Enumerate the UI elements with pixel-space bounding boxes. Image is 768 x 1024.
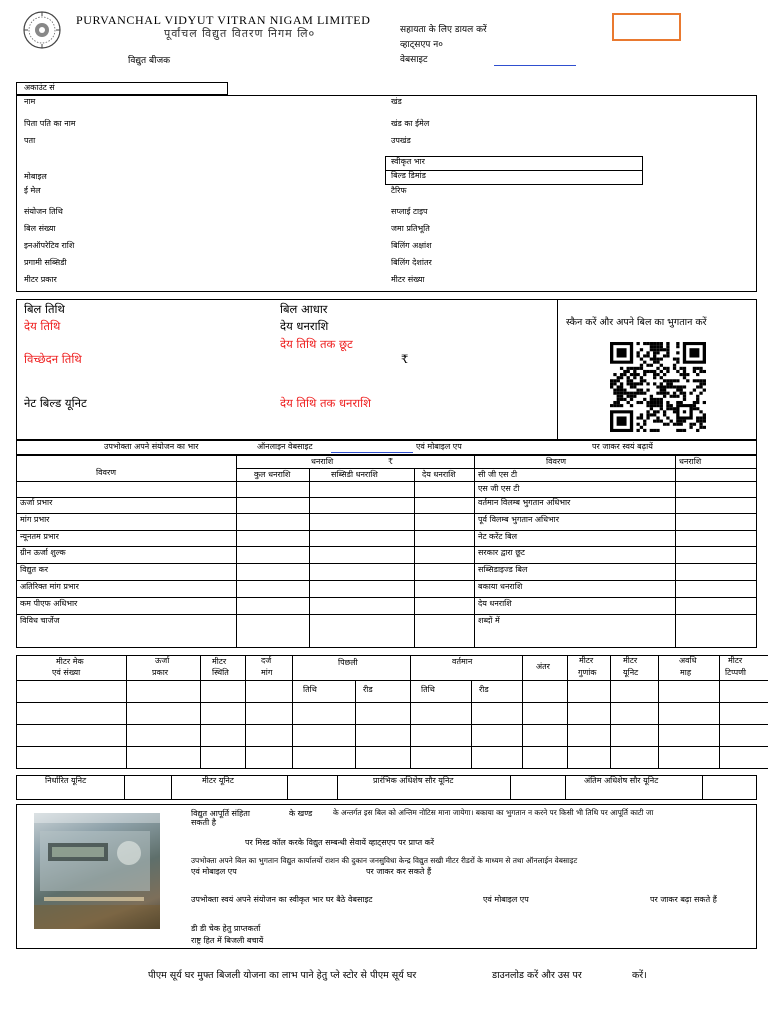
security-deposit-label: जमा प्रतिभूति (391, 224, 430, 233)
rebate-label: देय तिथि तक छूट (280, 337, 353, 351)
barcode-placeholder-box (612, 13, 681, 41)
current-read-label: रीड (479, 685, 489, 694)
charges-subheader-subsidy: सब्सिडी धनराशि (331, 470, 378, 479)
charges-header-vivran: विवरण (96, 468, 117, 477)
due-date-label: देय तिथि (24, 319, 61, 333)
meter-header-mf-2: गुणांक (578, 668, 597, 677)
right-row-subsidized-bill: सब्सिडाइज्ड बिल (478, 565, 528, 574)
charge-row-minimum: न्यूनतम प्रभार (20, 532, 59, 541)
sanctioned-load-label: स्वीकृत भार (391, 157, 425, 166)
billing-latitude-label: बिलिंग अक्षांश (391, 241, 432, 250)
meter-header-status: स्थिति (212, 668, 229, 677)
consumer-details-box (16, 95, 757, 292)
company-name-hindi: पूर्वांचल विद्युत वितरण निगम लि० (164, 27, 316, 40)
helpline-label: सहायता के लिए डायल करें (400, 25, 487, 35)
billed-demand-label: बिल्ड डिमांड (391, 171, 426, 180)
previous-date-label: तिथि (303, 685, 317, 694)
notice-1-part-a: विद्युत आपूर्ति संहिता (191, 809, 250, 818)
meter-header-current: वर्तमान (452, 657, 473, 666)
right-row-current-lps: वर्तमान विलम्ब भुगतान अधिभार (478, 498, 571, 507)
load-line-text-3: एवं मोबाइल एप (416, 442, 462, 451)
charge-row-excess-demand: अतिरिक्त मांग प्रभार (20, 582, 79, 591)
meter-number-label: मीटर संख्या (391, 275, 425, 284)
scan-to-pay-text: स्कैन करें और अपने बिल का भुगतान करें (566, 317, 707, 328)
charges-table (16, 455, 757, 648)
footer-text-3: करें। (632, 970, 647, 981)
right-row-sgst: एस जी एस टी (478, 484, 520, 493)
right-row-previous-lps: पूर्व विलम्ब भुगतान अधिभार (478, 515, 560, 524)
charges-right-header-dhanrashi: धनराशि (679, 457, 702, 466)
load-line-text-1: उपभोक्ता अपने संयोजन का भार (104, 442, 199, 451)
right-row-in-words: शब्दों में (478, 616, 500, 625)
right-row-govt-rebate: सरकार द्वारा छूट (478, 548, 525, 557)
meter-header-remark-2: टिप्पणी (725, 668, 746, 677)
email-label: ई मेल (24, 186, 41, 195)
charge-row-demand: मांग प्रभार (20, 515, 50, 524)
notice-1-part-c: के अन्तर्गत इस बिल को अन्तिम नोटिस माना जायेगा। बकाया का भुगतान न करने पर किसी भी तिथि पर आपूर्ति काटी जा (333, 808, 654, 817)
billing-longitude-label: बिलिंग देशांतर (391, 258, 432, 267)
meter-header-demand: मांग (261, 668, 273, 677)
current-date-label: तिथि (421, 685, 435, 694)
meter-header-meter: मीटर (212, 657, 227, 666)
meter-reading-table (16, 655, 768, 769)
due-amount-label: देय धनराशि (280, 319, 329, 333)
charge-row-low-pf: कम पीएफ अधिभार (20, 599, 78, 608)
meter-header-period: अवधि (679, 656, 697, 665)
bill-number-label: बिल संख्या (24, 224, 56, 233)
notice-1-part-b: के खण्ड (289, 809, 313, 818)
right-row-net-current-bill: नेट करेंट बिल (478, 532, 518, 541)
division-email-label: खंड का ईमेल (391, 119, 430, 128)
account-number-label: अकाउंट सं (24, 83, 55, 92)
meter-header-period-2: माह (680, 668, 692, 677)
connection-date-label: संयोजन तिथि (24, 207, 63, 216)
bill-basis-label: बिल आधार (280, 302, 328, 316)
meter-header-energy-2: प्रकार (152, 668, 169, 677)
consumer-name-label: नाम (24, 97, 36, 106)
meter-type-label: मीटर प्रकार (24, 275, 57, 284)
tariff-label: टैरिफ (391, 186, 407, 195)
charge-row-energy: ऊर्जा प्रभार (20, 498, 53, 507)
charge-row-electricity-tax: विद्युत कर (20, 565, 49, 574)
notice-5: डी डी चेक हेतु प्राप्तकर्ता (191, 924, 261, 933)
division-label: खंड (391, 97, 402, 106)
meter-header-difference: अंतर (536, 662, 550, 671)
supply-type-label: सप्लाई टाइप (391, 207, 428, 216)
whatsapp-label: व्हाट्सएप न० (400, 40, 443, 50)
notice-3-part-a: उपभोक्ता अपने बिल का भुगतान विद्युत कार्यालयों राशन की दुकान जनसुविधा केन्द्र विद्युत सखी मीटर रीडरों के माध्यम से तथा ऑनलाईन वेबसाइट (191, 856, 578, 865)
right-row-payable: देय धनराशि (478, 599, 512, 608)
meter-header-unit: मीटर (623, 656, 638, 665)
meter-header-mf: मीटर (579, 656, 594, 665)
mobile-label: मोबाइल (24, 172, 47, 181)
right-row-arrears: बकाया धनराशि (478, 582, 523, 591)
footer-text-2: डाउनलोड करें और उस पर (492, 970, 582, 981)
load-website-link-underline[interactable] (331, 452, 413, 453)
solar-assessed-unit: निर्धारित यूनिट (45, 776, 87, 785)
solar-final-surplus: अंतिम अधिशेष सौर यूनिट (584, 776, 659, 785)
notice-6: राष्ट्र हित में बिजली बचायें (191, 936, 264, 945)
notice-3-part-c: पर जाकर कर सकते हैं (366, 867, 432, 876)
meter-header-unit-2: यूनिट (623, 668, 639, 677)
load-line-text-4: पर जाकर स्वयं बढ़ायें (592, 442, 653, 451)
meter-header-previous: पिछली (338, 658, 358, 667)
notice-3-part-b: एवं मोबाइल एप (191, 867, 237, 876)
previous-read-label: रीड (363, 685, 373, 694)
charges-header-rupee: ₹ (388, 457, 394, 466)
meter-header-energy: ऊर्जा (155, 656, 170, 665)
address-label: पता (24, 136, 36, 145)
bill-date-label: बिल तिथि (24, 302, 65, 316)
charges-subheader-total: कुल धनराशि (254, 470, 291, 479)
meter-header-recorded: दर्ज (261, 656, 272, 665)
notice-4-part-c: पर जाकर बढ़ा सकते हैं (650, 895, 717, 904)
progressive-subsidy-label: प्रगामी सब्सिडी (24, 258, 67, 267)
father-husband-name-label: पिता पति का नाम (24, 119, 76, 128)
notice-4-part-a: उपभोक्ता स्वयं अपने संयोजन का स्वीकृत भार घर बैठे वेबसाइट (191, 895, 373, 904)
meter-header-make-2: एवं संख्या (52, 668, 81, 677)
company-name-english: PURVANCHAL VIDYUT VITRAN NIGAM LIMITED (76, 13, 371, 27)
notice-1-part-d: सकती है (191, 818, 216, 827)
solar-initial-surplus: प्रारंभिक अधिशेष सौर यूनिट (373, 776, 454, 785)
subdivision-label: उपखंड (391, 136, 411, 145)
company-logo (16, 10, 68, 50)
net-billed-unit-label: नेट बिल्ड यूनिट (24, 396, 87, 410)
charges-subheader-payable: देय धनराशि (422, 470, 456, 479)
charges-header-dhanrashi: धनराशि (311, 457, 334, 466)
rupee-symbol: ₹ (401, 352, 409, 366)
charge-row-green: ग्रीन ऊर्जा शुल्क (20, 548, 66, 557)
website-link-underline[interactable] (494, 65, 576, 66)
payment-qr-code[interactable] (610, 342, 706, 432)
meter-header-make: मीटर मेक (56, 657, 84, 666)
footer-text-1: पीएम सूर्य घर मुफ्त बिजली योजना का लाभ पाने हेतु प्ले स्टोर से पीएम सूर्य घर (148, 970, 417, 981)
meter-photo (34, 813, 160, 929)
meter-header-remark: मीटर (728, 656, 743, 665)
right-row-cgst: सी जी एस टी (478, 470, 518, 479)
inoperative-amount-label: इनऑपरेटिव राशि (24, 241, 75, 250)
charges-right-header-vivran: विवरण (546, 457, 567, 466)
load-line-text-2: ऑनलाइन वेबसाइट (257, 442, 313, 451)
amount-by-due-date-label: देय तिथि तक धनराशि (280, 396, 371, 410)
notice-2: पर मिस्ड कॉल करके विद्युत सम्बन्धी सेवायें व्हाट्सएप पर प्राप्त करें (245, 838, 435, 847)
solar-meter-unit: मीटर यूनिट (202, 776, 234, 785)
charge-row-misc: विविध चार्जेज (20, 616, 60, 625)
bill-title: विद्युत बीजक (128, 56, 171, 66)
website-label: वेबसाइट (400, 55, 428, 65)
disconnection-date-label: विच्छेदन तिथि (24, 352, 82, 366)
notice-4-part-b: एवं मोबाइल एप (483, 895, 529, 904)
